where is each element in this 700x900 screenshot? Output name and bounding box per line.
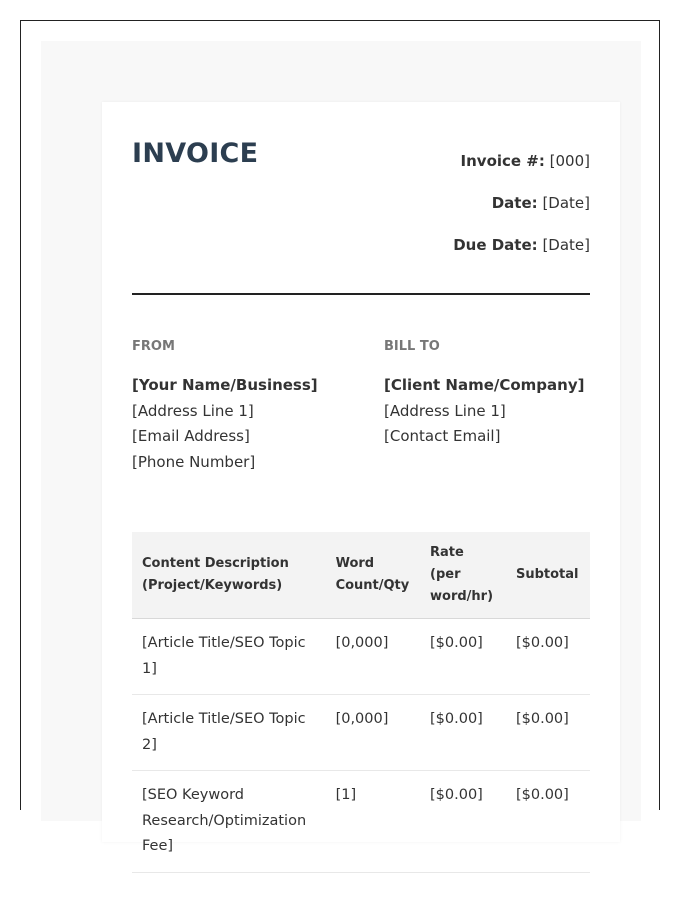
from-email: [Email Address]: [132, 427, 250, 445]
invoice-title: INVOICE: [132, 138, 259, 169]
from-phone: [Phone Number]: [132, 452, 256, 471]
table-header-row: [132, 532, 590, 619]
invoice-meta: [453, 152, 590, 278]
document-frame: [20, 20, 660, 854]
invoice-number-row: [453, 152, 590, 194]
invoice-paper: [102, 102, 620, 854]
invoice-number-value: [000]: [549, 152, 590, 170]
bill-to-email: [Contact Email]: [384, 427, 501, 445]
bill-to-address: [Address Line 1]: [384, 401, 506, 420]
due-date-row: [453, 236, 590, 278]
from-name: [Your Name/Business]: [132, 376, 318, 394]
row-word-count: [0,000]: [326, 619, 420, 695]
row-description: [Article Title/SEO Topic 2]: [132, 695, 326, 771]
invoice-date-value: [Date]: [542, 194, 590, 212]
row-subtotal: [$0.00]: [506, 695, 590, 771]
header-word-count: Word Count/Qty: [326, 532, 420, 619]
table-row: [132, 695, 590, 771]
row-rate: [$0.00]: [420, 771, 506, 873]
due-date-label: Due Date:: [453, 236, 538, 254]
row-rate: [$0.00]: [420, 695, 506, 771]
header-description: Content Description (Project/Keywords): [132, 532, 326, 619]
due-date-value: [Date]: [542, 236, 590, 254]
from-address: [Address Line 1]: [132, 401, 254, 420]
bill-to-name: [Client Name/Company]: [384, 376, 585, 394]
row-description: [SEO Keyword Research/Optimization Fee]: [132, 771, 326, 873]
row-word-count: [1]: [326, 771, 420, 873]
from-section: [132, 338, 318, 475]
bill-to-label: BILL TO: [384, 339, 440, 354]
table-row: [132, 619, 590, 695]
line-items-table: [132, 532, 590, 873]
from-label: FROM: [132, 339, 175, 354]
row-rate: [$0.00]: [420, 619, 506, 695]
row-word-count: [0,000]: [326, 695, 420, 771]
table-row: [132, 771, 590, 873]
row-subtotal: [$0.00]: [506, 619, 590, 695]
header-rate: Rate (per word/hr): [420, 532, 506, 619]
page-background: [41, 41, 641, 854]
header-divider: [132, 293, 590, 295]
bill-to-section: [384, 338, 584, 450]
header-subtotal: Subtotal: [506, 532, 590, 619]
row-subtotal: [$0.00]: [506, 771, 590, 873]
invoice-number-label: Invoice #:: [460, 152, 545, 170]
row-description: [Article Title/SEO Topic 1]: [132, 619, 326, 695]
invoice-date-row: [453, 194, 590, 236]
invoice-date-label: Date:: [491, 194, 538, 212]
